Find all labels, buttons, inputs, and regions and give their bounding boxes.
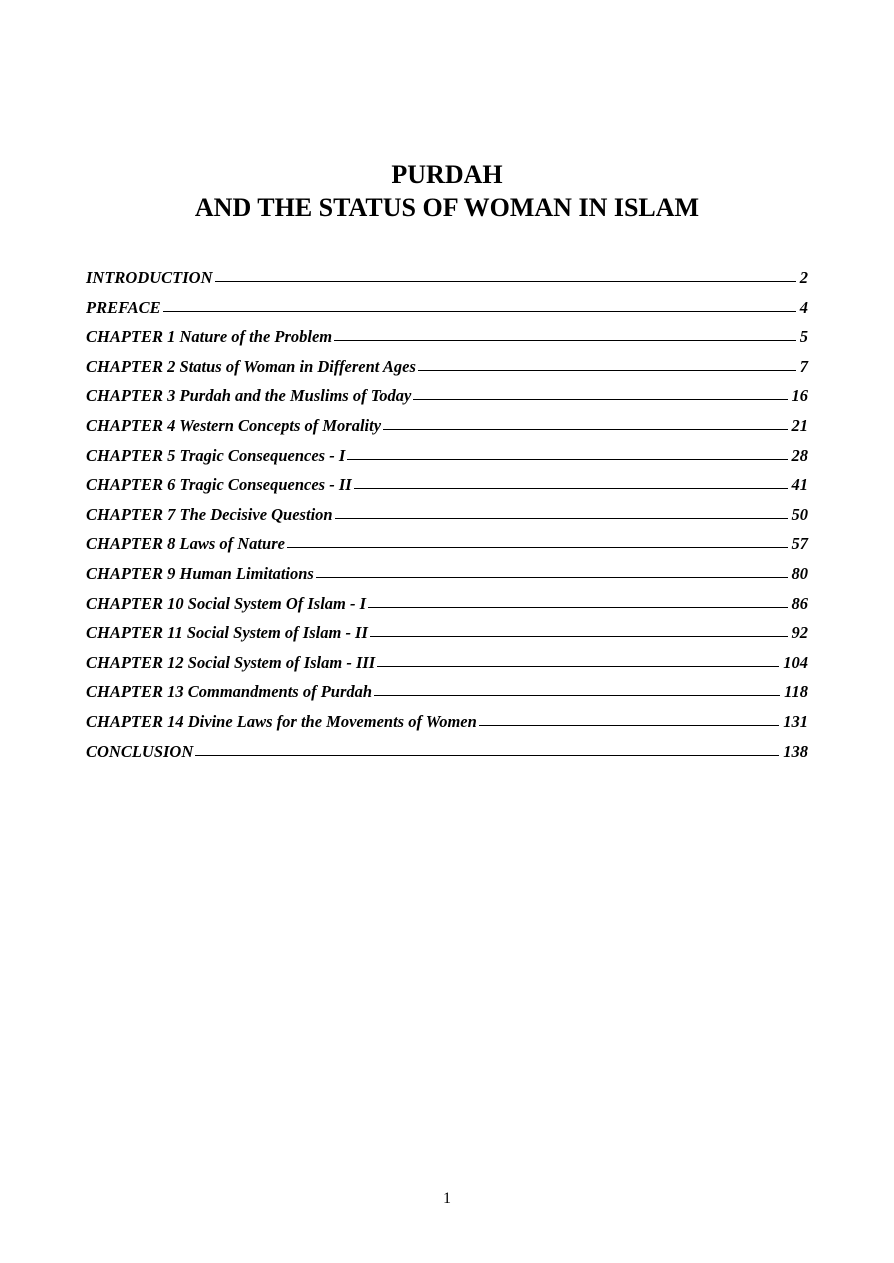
toc-entry-page: 2 — [799, 268, 808, 287]
toc-leader-line — [215, 281, 796, 282]
toc-leader-line — [316, 577, 788, 578]
toc-entry-label: CHAPTER 12 Social System of Islam - III — [86, 652, 376, 672]
toc-leader-line — [195, 755, 779, 756]
toc-entry-page: 50 — [791, 504, 808, 524]
toc-entry-label: CHAPTER 5 Tragic Consequences - I — [86, 445, 346, 465]
toc-entry-page: 57 — [791, 534, 808, 554]
toc-entry-page: 7 — [799, 356, 808, 376]
toc-leader-line — [354, 488, 788, 489]
toc-entry-chapter-12 — [86, 653, 808, 683]
toc-entry-preface — [86, 298, 808, 328]
toc-entry-chapter-14 — [86, 712, 808, 742]
toc-entry-page: 4 — [799, 297, 808, 317]
toc-entry-conclusion — [86, 742, 808, 772]
page-number: 1 — [443, 1190, 451, 1207]
toc-entry-label: CHAPTER 10 Social System Of Islam - I — [86, 593, 367, 613]
toc-leader-line — [418, 370, 796, 371]
toc-entry-page: 28 — [791, 445, 808, 465]
document-title — [0, 158, 894, 224]
toc-leader-line — [287, 547, 788, 548]
toc-entry-page: 118 — [784, 682, 808, 702]
toc-entry-label: CHAPTER 13 Commandments of Purdah — [86, 682, 373, 702]
toc-entry-label: INTRODUCTION — [86, 268, 213, 287]
toc-entry-label: CHAPTER 9 Human Limitations — [86, 563, 314, 583]
toc-entry-label: CHAPTER 3 Purdah and the Muslims of Today — [86, 386, 412, 406]
toc-entry-label: CHAPTER 1 Nature of the Problem — [86, 327, 333, 347]
toc-entry-page: 104 — [783, 652, 808, 672]
toc-entry-chapter-6 — [86, 475, 808, 505]
toc-entry-chapter-13 — [86, 682, 808, 712]
toc-entry-chapter-9 — [86, 564, 808, 594]
toc-entry-page: 5 — [799, 327, 808, 347]
toc-entry-label: CHAPTER 7 The Decisive Question — [86, 504, 333, 524]
toc-entry-page: 21 — [791, 415, 808, 435]
toc-entry-chapter-7 — [86, 505, 808, 535]
toc-leader-line — [374, 695, 780, 696]
toc-entry-label: CHAPTER 6 Tragic Consequences - II — [86, 475, 352, 495]
toc-entry-page: 16 — [791, 386, 808, 406]
table-of-contents — [86, 268, 808, 771]
toc-entry-label: CHAPTER 8 Laws of Nature — [86, 534, 285, 554]
toc-leader-line — [377, 666, 779, 667]
toc-leader-line — [370, 636, 788, 637]
toc-leader-line — [479, 725, 779, 726]
toc-entry-chapter-1 — [86, 327, 808, 357]
title-line-2: AND THE STATUS OF WOMAN IN ISLAM — [194, 193, 700, 222]
toc-entry-label: CONCLUSION — [86, 741, 194, 761]
toc-entry-label: CHAPTER 11 Social System of Islam - II — [86, 623, 368, 643]
toc-entry-chapter-8 — [86, 534, 808, 564]
toc-entry-chapter-10 — [86, 594, 808, 624]
toc-leader-line — [335, 518, 788, 519]
toc-entry-page: 80 — [791, 563, 808, 583]
toc-entry-page: 131 — [783, 711, 808, 731]
toc-leader-line — [413, 399, 787, 400]
toc-entry-page: 86 — [791, 593, 808, 613]
toc-entry-chapter-3 — [86, 386, 808, 416]
toc-entry-page: 41 — [791, 475, 808, 495]
toc-entry-label: CHAPTER 4 Western Concepts of Morality — [86, 415, 382, 435]
toc-entry-chapter-2 — [86, 357, 808, 387]
toc-entry-chapter-4 — [86, 416, 808, 446]
toc-leader-line — [163, 311, 796, 312]
toc-leader-line — [368, 607, 787, 608]
toc-entry-introduction — [86, 268, 808, 298]
toc-entry-label: PREFACE — [86, 297, 161, 317]
toc-leader-line — [383, 429, 787, 430]
toc-entry-label: CHAPTER 14 Divine Laws for the Movements of Women — [86, 711, 477, 731]
toc-entry-page: 138 — [783, 741, 808, 761]
title-line-1: PURDAH — [391, 160, 503, 189]
toc-leader-line — [334, 340, 796, 341]
toc-entry-label: CHAPTER 2 Status of Woman in Different Ages — [86, 356, 416, 376]
toc-entry-page: 92 — [791, 623, 808, 643]
toc-entry-chapter-11 — [86, 623, 808, 653]
toc-entry-chapter-5 — [86, 446, 808, 476]
toc-leader-line — [347, 459, 787, 460]
